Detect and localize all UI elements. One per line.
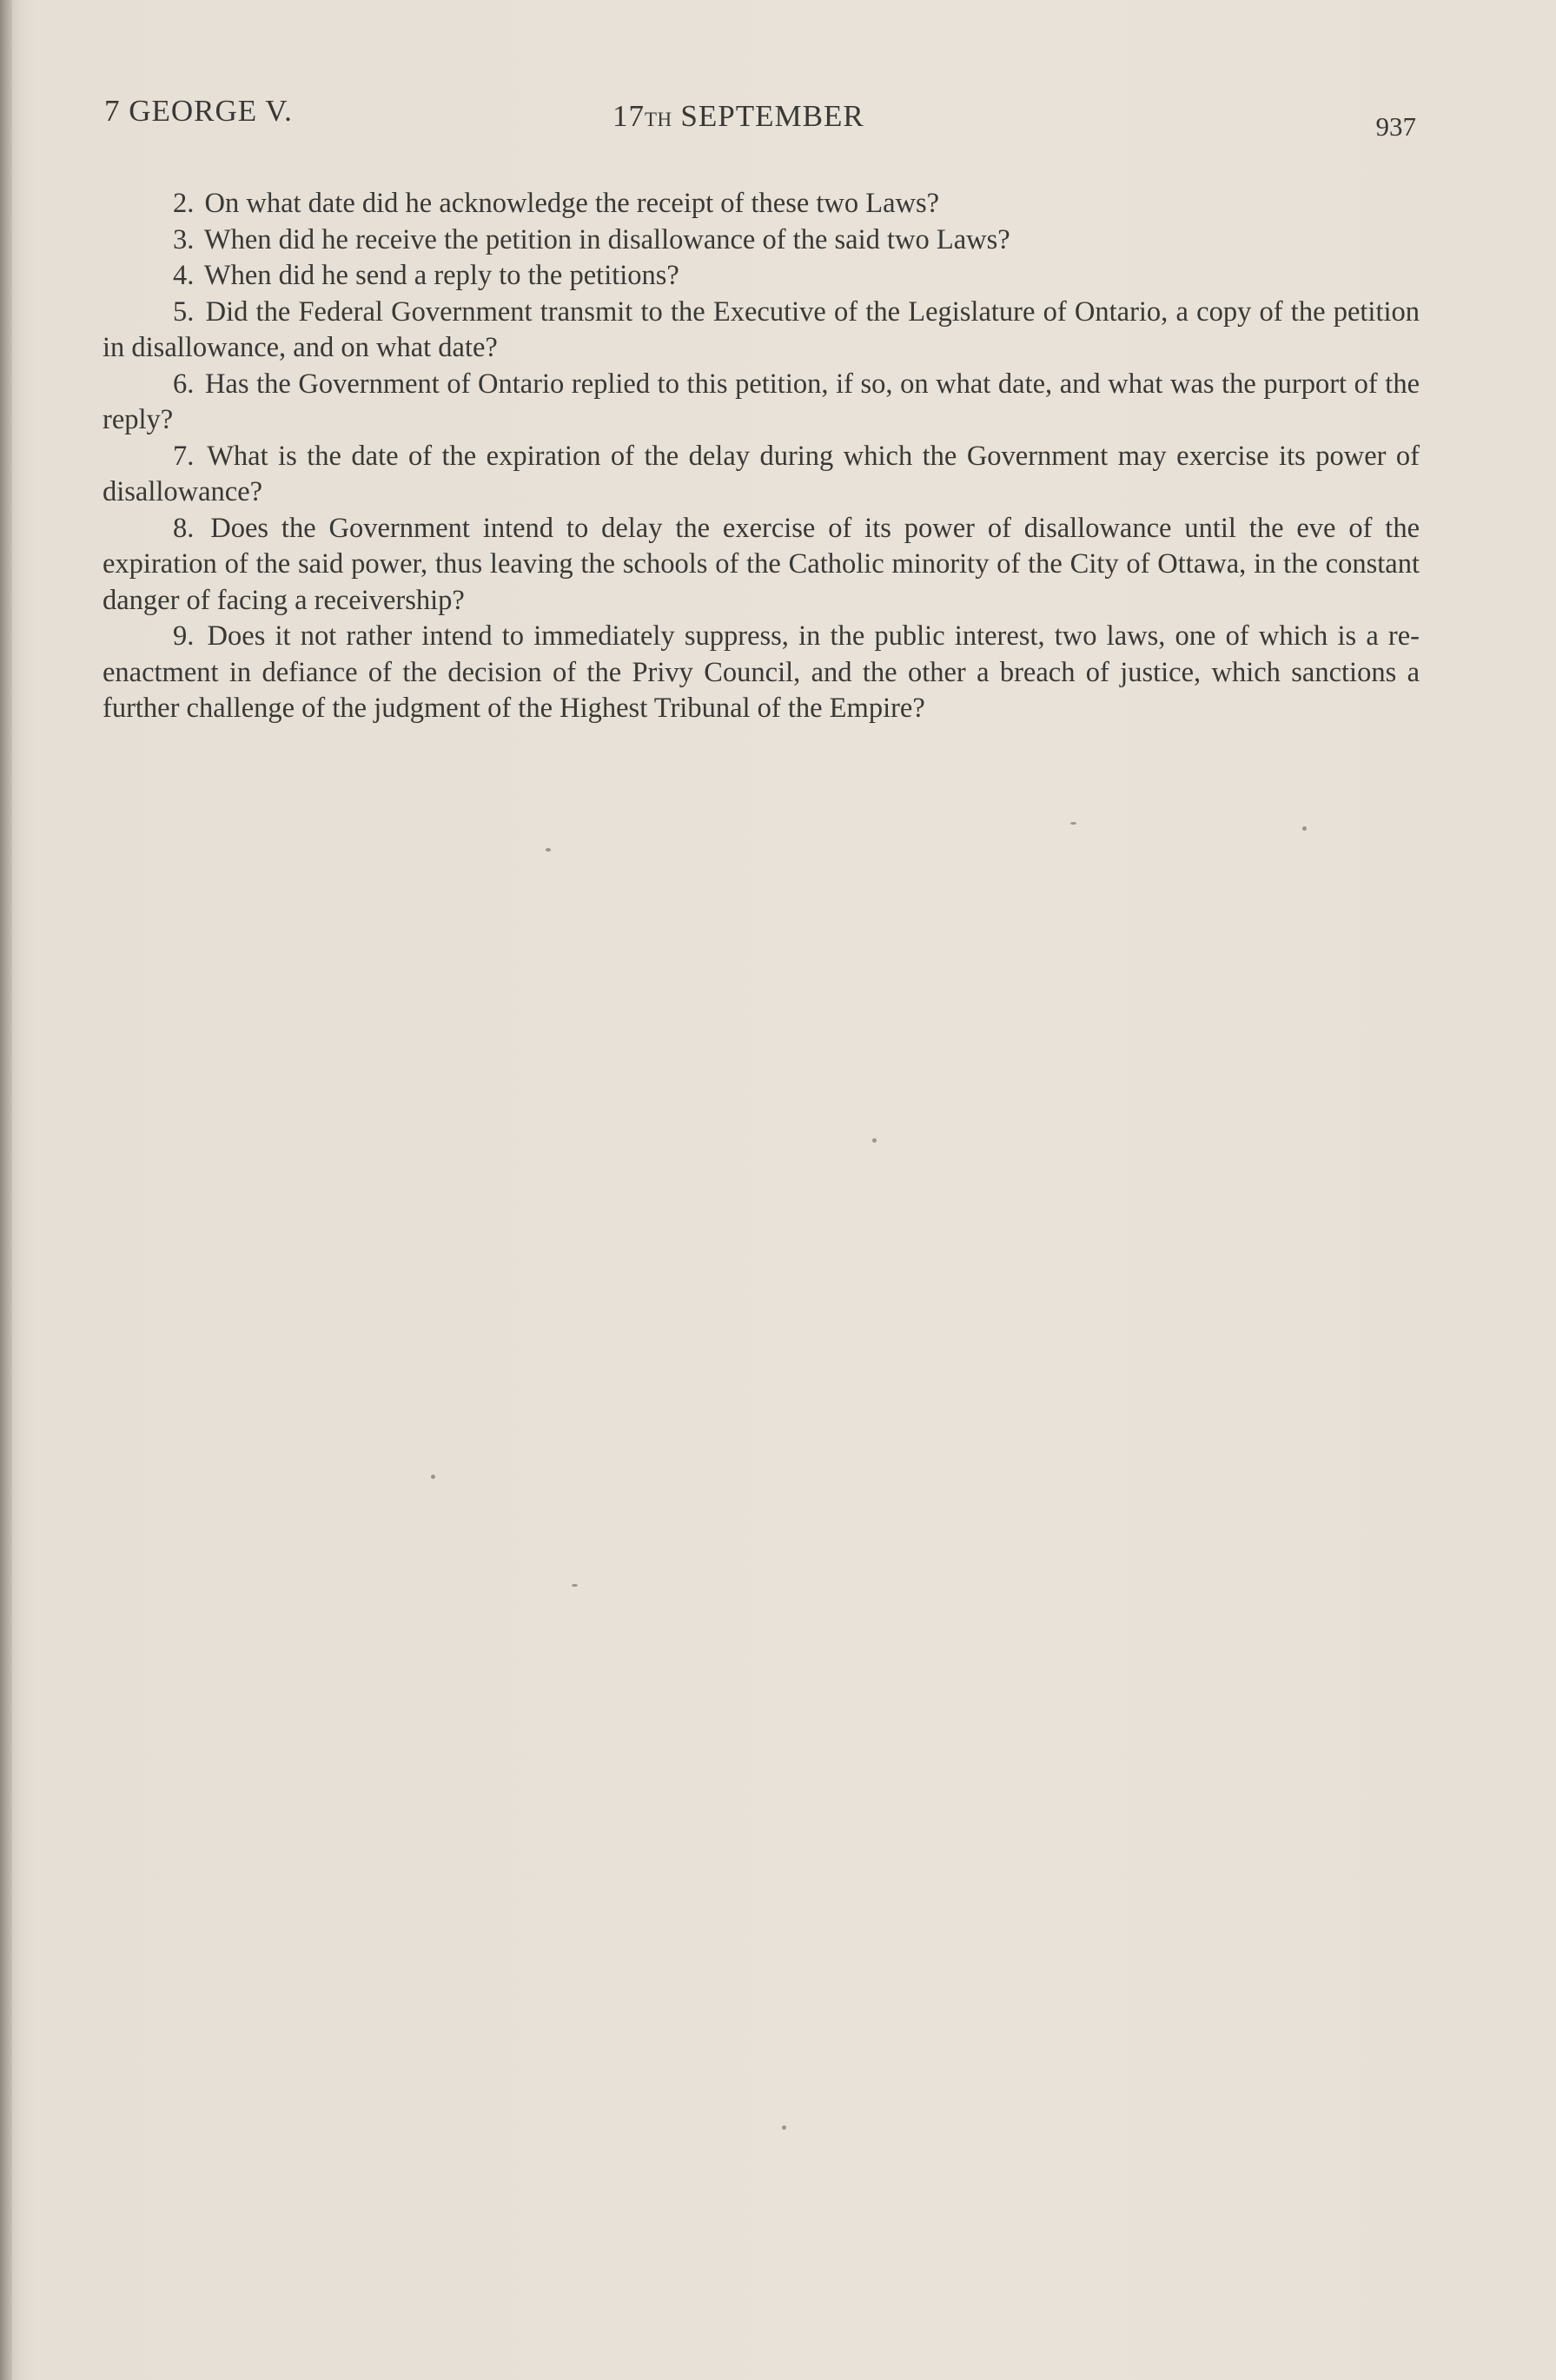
- paper-speck: [1302, 826, 1307, 831]
- running-header: [104, 94, 1416, 146]
- question-text: When did he send a reply to the petitions?: [203, 260, 679, 291]
- question-item: [103, 222, 1420, 259]
- page-number: 937: [1375, 111, 1416, 142]
- question-number: 4.: [173, 260, 195, 291]
- header-day-suffix: TH: [645, 109, 672, 130]
- question-text: When did he receive the petition in disallowance of the said two Laws?: [203, 223, 1010, 255]
- question-item: [103, 186, 1420, 222]
- question-number: 7.: [173, 440, 195, 472]
- paper-speck: [1070, 822, 1076, 825]
- question-number: 6.: [173, 368, 195, 400]
- question-text: Has the Government of Ontario replied to this petition, if so, on what date, and what was the purport of the reply?: [103, 368, 1420, 435]
- question-item: [103, 258, 1420, 295]
- question-number: 2.: [173, 188, 195, 219]
- question-number: 5.: [173, 295, 195, 328]
- header-day: 17: [612, 99, 645, 133]
- question-number: 8.: [173, 512, 195, 544]
- question-number: 9.: [173, 620, 195, 652]
- question-text: Did the Federal Government transmit to the Executive of the Legislature of Ontario, a copy of the petition in disallowance, and on what date?: [103, 295, 1420, 363]
- header-month: SEPTEMBER: [680, 99, 864, 133]
- book-spine-shadow: [0, 0, 12, 2380]
- paper-speck: [872, 1138, 877, 1143]
- paper-speck: [782, 2125, 786, 2130]
- question-text: What is the date of the expiration of the delay during which the Government may exercise its power of disallowance?: [103, 440, 1420, 507]
- paper-speck: [431, 1475, 435, 1479]
- question-list: [103, 186, 1420, 727]
- header-date: [612, 99, 864, 134]
- paper-speck: [546, 848, 551, 852]
- question-item: [103, 511, 1420, 620]
- question-item: [103, 439, 1420, 511]
- question-text: Does it not rather intend to immediately suppress, in the public interest, two laws, one of which is a re-enactment in defiance of the decision of the Privy Council, and the other a breach of justice, which sanctions a further challenge of the judgment of the Highest Tribunal of the Empire?: [103, 620, 1420, 724]
- question-text: On what date did he acknowledge the receipt of these two Laws?: [204, 188, 940, 219]
- regnal-year: 7 GEORGE V.: [104, 94, 293, 128]
- paper-speck: [572, 1584, 578, 1587]
- question-number: 3.: [173, 223, 195, 255]
- question-item: [103, 367, 1420, 439]
- question-text: Does the Government intend to delay the exercise of its power of disallowance until the eve of the expiration of the said power, thus leaving the schools of the Catholic minority of the City of Ottawa, in the constant danger of facing a receivership?: [103, 512, 1420, 616]
- question-item: [103, 619, 1420, 727]
- question-item: [103, 295, 1420, 367]
